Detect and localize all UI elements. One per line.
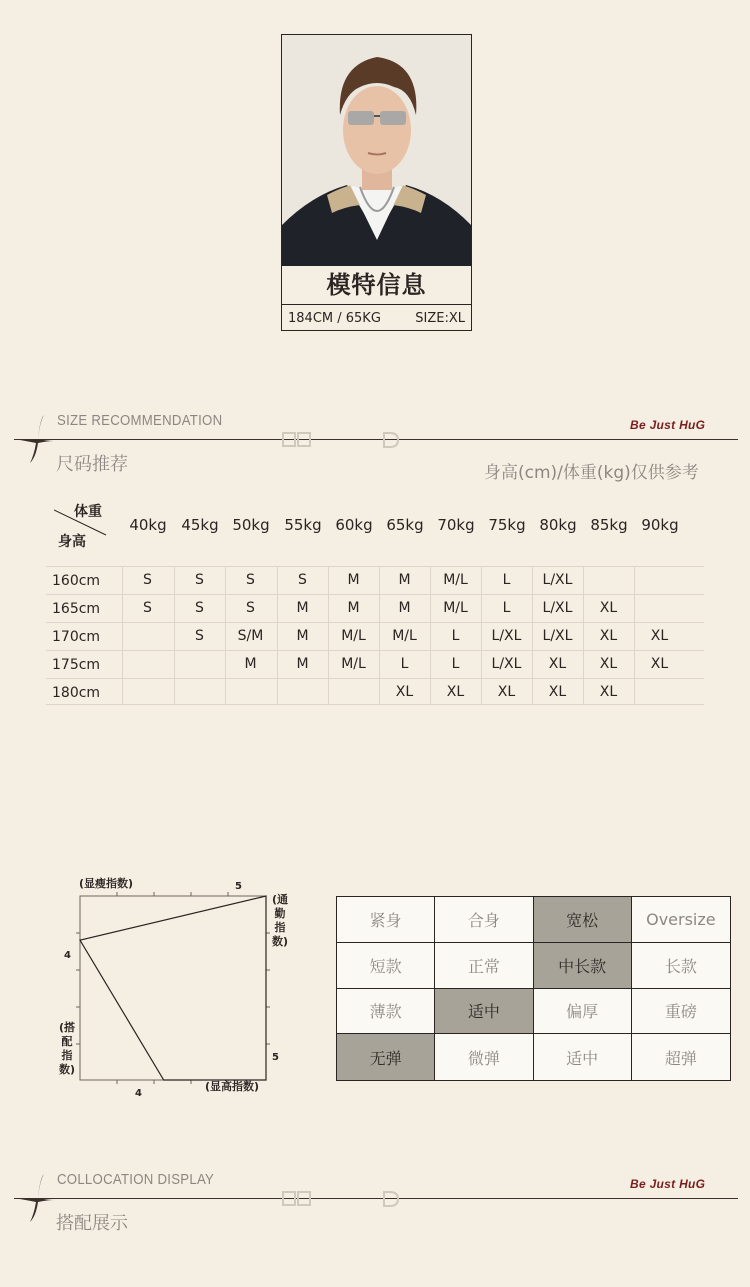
size-cell: S — [246, 572, 255, 588]
size-cell: XL — [446, 684, 465, 700]
size-cell: XL — [599, 656, 618, 672]
slim-index-label: (显瘦指数) — [79, 877, 134, 890]
size-cell: M — [296, 628, 309, 644]
table-row-divider — [46, 566, 704, 567]
section-title-en: SIZE RECOMMENDATION — [57, 412, 223, 429]
size-cell: XL — [548, 684, 567, 700]
table-row-divider — [46, 622, 704, 623]
size-cell: M/L — [341, 628, 366, 644]
weight-column-header: 80kg — [539, 516, 577, 534]
bb-mark-icon — [281, 1190, 315, 1207]
height-header: 身高 — [58, 534, 86, 550]
size-cell: S — [246, 600, 255, 616]
fit-attribute-cell: 长款 — [632, 943, 730, 989]
size-cell: XL — [599, 628, 618, 644]
weight-header: 体重 — [74, 504, 102, 520]
size-cell: M — [296, 656, 309, 672]
size-cell: M — [398, 600, 411, 616]
size-cell: M — [398, 572, 411, 588]
fit-attribute-cell: 薄款 — [337, 989, 435, 1035]
model-height-weight: 184CM / 65KG — [288, 311, 381, 326]
size-cell: M — [244, 656, 257, 672]
weight-column-header: 70kg — [437, 516, 475, 534]
fit-attribute-cell: 宽松 — [534, 897, 632, 943]
size-note: 身高(cm)/体重(kg)仅供参考 — [484, 463, 699, 483]
model-info-card — [281, 34, 472, 331]
chart-frame — [80, 896, 266, 1080]
fit-attribute-cell: 短款 — [337, 943, 435, 989]
size-cell: M — [347, 600, 360, 616]
table-row-divider — [46, 594, 704, 595]
section-divider — [14, 439, 738, 440]
commute-index-label: (通勤指数) — [272, 893, 289, 948]
fit-attribute-cell: 偏厚 — [534, 989, 632, 1035]
size-cell: L — [451, 628, 460, 644]
size-cell: L/XL — [542, 572, 573, 588]
fit-attribute-cell: 超弹 — [632, 1034, 730, 1080]
size-cell: XL — [599, 600, 618, 616]
slim-index-value: 5 — [235, 881, 242, 892]
d-mark-icon — [382, 431, 400, 449]
commute-index-value: 5 — [272, 1052, 279, 1063]
table-row-divider — [46, 704, 704, 705]
size-cell: L — [400, 656, 409, 672]
fit-attribute-cell: 微弹 — [435, 1034, 533, 1080]
size-cell: L/XL — [491, 628, 522, 644]
fit-attribute-grid — [336, 896, 731, 1081]
section-title-cn: 尺码推荐 — [56, 454, 128, 475]
size-cell: L — [502, 572, 511, 588]
match-index-label: (搭配指数) — [59, 1021, 76, 1076]
model-photo — [282, 35, 471, 266]
size-cell: S — [298, 572, 307, 588]
size-cell: M/L — [443, 600, 468, 616]
weight-column-header: 85kg — [590, 516, 628, 534]
model-size: SIZE:XL — [415, 311, 465, 326]
fit-attribute-cell: 重磅 — [632, 989, 730, 1035]
brand-logo: Be Just HuG — [630, 418, 706, 432]
fit-attribute-cell: 无弹 — [337, 1034, 435, 1080]
d-mark-icon — [382, 1190, 400, 1208]
weight-column-header: 50kg — [232, 516, 270, 534]
size-cell: XL — [650, 656, 669, 672]
height-index-value: 4 — [135, 1088, 142, 1099]
height-index-label: (显高指数) — [205, 1080, 260, 1093]
section-divider — [14, 1198, 738, 1199]
fit-attribute-cell: 中长款 — [534, 943, 632, 989]
size-cell: L — [502, 600, 511, 616]
size-cell: XL — [650, 628, 669, 644]
table-row-divider — [46, 650, 704, 651]
fit-attribute-cell: Oversize — [632, 897, 730, 943]
fit-attribute-cell: 正常 — [435, 943, 533, 989]
size-cell: M/L — [341, 656, 366, 672]
model-info-title: 模特信息 — [326, 271, 427, 299]
weight-column-header: 60kg — [335, 516, 373, 534]
size-cell: S/M — [237, 628, 264, 644]
size-cell: S — [143, 600, 152, 616]
fit-attribute-cell: 合身 — [435, 897, 533, 943]
size-cell: S — [195, 628, 204, 644]
section-title-en: COLLOCATION DISPLAY — [57, 1171, 215, 1188]
size-cell: M — [296, 600, 309, 616]
size-cell: XL — [497, 684, 516, 700]
height-row-label: 175cm — [52, 657, 101, 673]
chart-ticks — [76, 892, 270, 1084]
fit-attribute-cell: 适中 — [534, 1034, 632, 1080]
section-title-cn: 搭配展示 — [56, 1213, 128, 1234]
fit-index-chart — [55, 870, 295, 1105]
height-row-label: 160cm — [52, 573, 101, 589]
size-cell: L/XL — [491, 656, 522, 672]
match-index-value: 4 — [64, 950, 71, 961]
bb-mark-icon — [281, 431, 315, 448]
size-cell: S — [143, 572, 152, 588]
size-cell: S — [195, 600, 204, 616]
weight-column-header: 40kg — [129, 516, 167, 534]
fit-attribute-cell: 适中 — [435, 989, 533, 1035]
size-cell: L — [451, 656, 460, 672]
fit-attribute-cell: 紧身 — [337, 897, 435, 943]
size-cell: L/XL — [542, 628, 573, 644]
size-cell: S — [195, 572, 204, 588]
fit-polygon — [80, 896, 266, 1080]
weight-column-header: 65kg — [386, 516, 424, 534]
height-row-label: 180cm — [52, 685, 101, 701]
size-cell: L/XL — [542, 600, 573, 616]
size-cell: XL — [548, 656, 567, 672]
weight-column-header: 75kg — [488, 516, 526, 534]
height-row-label: 165cm — [52, 601, 101, 617]
size-cell: M/L — [443, 572, 468, 588]
weight-column-header: 45kg — [181, 516, 219, 534]
size-cell: M/L — [392, 628, 417, 644]
weight-column-header: 55kg — [284, 516, 322, 534]
size-cell: M — [347, 572, 360, 588]
model-card-divider — [282, 304, 471, 305]
size-cell: XL — [599, 684, 618, 700]
model-portrait-image — [282, 35, 471, 266]
size-cell: XL — [395, 684, 414, 700]
weight-column-header: 90kg — [641, 516, 679, 534]
brand-logo: Be Just HuG — [630, 1177, 706, 1191]
height-row-label: 170cm — [52, 629, 101, 645]
table-row-divider — [46, 678, 704, 679]
